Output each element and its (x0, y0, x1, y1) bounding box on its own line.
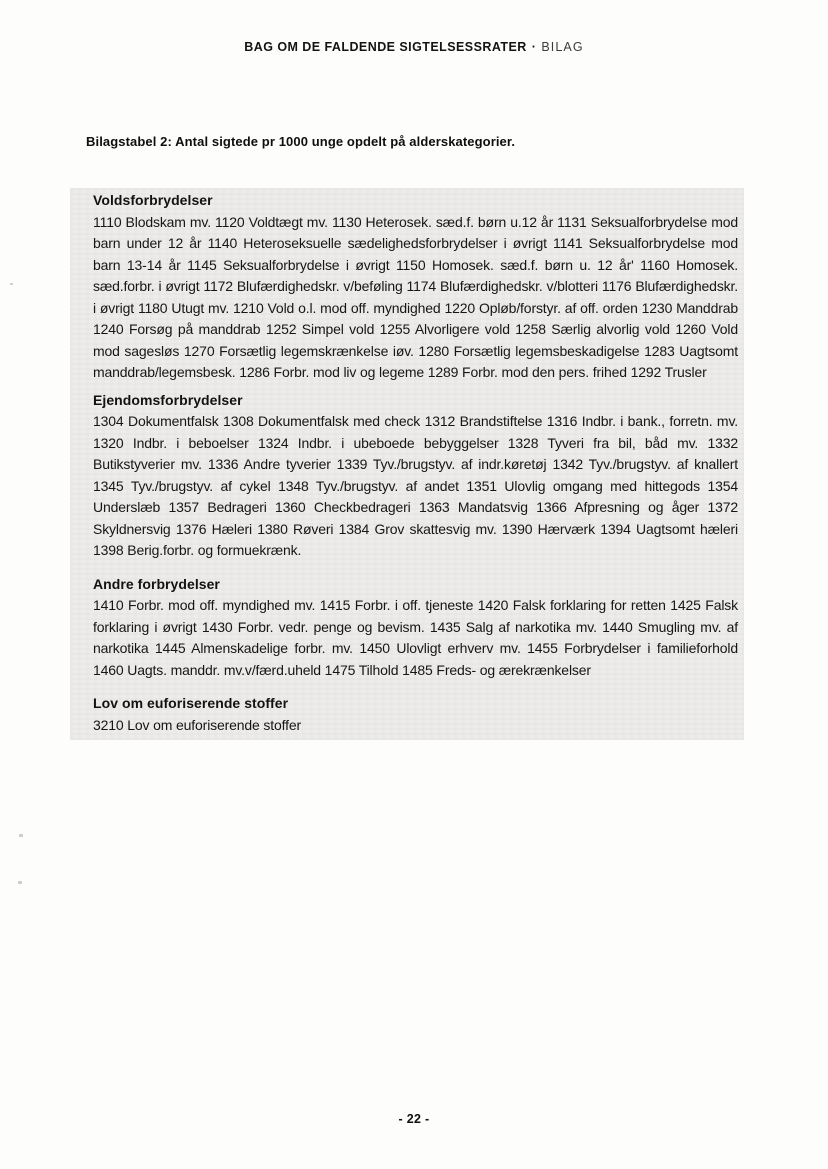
header-suffix: BILAG (541, 40, 584, 54)
section-andre-forbrydelser (93, 574, 738, 682)
running-header (0, 40, 828, 54)
section-voldsforbrydelser (93, 190, 738, 384)
section-heading: Andre forbrydelser (93, 575, 220, 592)
header-separator-dot: · (531, 40, 537, 54)
section-heading: Voldsforbrydelser (93, 192, 213, 208)
table-caption: Bilagstabel 2: Antal sigtede pr 1000 unge opdelt på alderskategorier. (86, 134, 516, 149)
section-body: 1410 Forbr. mod off. myndighed mv. 1415 Forbr. i off. tjeneste 1420 Falsk forklaring for retten 1425 Falsk forklaring i øvrigt 1430 Forbr. vedr. penge og bevism. 1435 Salg af narkotika mv. 1440 Smugling mv. af narkotika 1445 Almenskadelige forbr. mv. 1450 Ulovligt erhverv mv. 1455 Forbrydelser i familieforhold 1460 Uagts. manddr. mv.v/færd.uheld 1475 Tilhold 1485 Freds- og ærekrænkelser (93, 597, 738, 678)
section-body: 1110 Blodskam mv. 1120 Voldtægt mv. 1130 Heterosek. sæd.f. børn u.12 år 1131 Seksualforbrydelse mod barn under 12 år 1140 Heteroseksuelle sædelighedsforbrydelser i øvrigt 1141 Seksualforbrydelse mod barn 13-14 år 1145 Seksualforbrydelse i øvrigt 1150 Homosek. sæd.f. børn u. 12 år' 1160 Homosek. sæd.forbr. i øvrigt 1172 Blufærdighedskr. v/beføling 1174 Blufærdighedskr. v/blotteri 1176 Blufærdighedskr. i øvrigt 1180 Utugt mv. 1210 Vold o.l. mod off. myndighed 1220 Opløb/forstyr. af off. orden 1230 Manddrab 1240 Forsøg på manddrab 1252 Simpel vold 1255 Alvorligere vold 1258 Særlig alvorlig vold 1260 Vold mod sagesløs 1270 Forsætlig legemskrænkelse iøv. 1280 Forsætlig legemsbeskadigelse 1283 Uagtsomt manddrab/legemsbesk. 1286 Forbr. mod liv og legeme 1289 Forbr. mod den pers. frihed 1292 Trusler (93, 213, 738, 380)
section-body: 1304 Dokumentfalsk 1308 Dokumentfalsk med check 1312 Brandstiftelse 1316 Indbr. i bank., forretn. mv. 1320 Indbr. i beboelser 1324 Indbr. i ubeboede bebyggelser 1328 Tyveri fra bil, båd mv. 1332 Butikstyverier mv. 1336 Andre tyverier 1339 Tyv./brugstyv. af indr.køretøj 1342 Tyv./brugstyv. af knallert 1345 Tyv./brugstyv. af cykel 1348 Tyv./brugstyv. af andet 1351 Ulovlig omgang med hittegods 1354 Underslæb 1357 Bedrageri 1360 Checkbedrageri 1363 Mandatsvig 1366 Afpresning og åger 1372 Skyldnersvig 1376 Hæleri 1380 Røveri 1384 Grov skattesvig mv. 1390 Hærværk 1394 Uagtsomt hæleri 1398 Berig.forbr. og formuekrænk. (93, 413, 738, 558)
scan-speck (18, 881, 22, 884)
scan-speck (10, 283, 13, 285)
section-ejendomsforbrydelser (93, 390, 738, 562)
content-block (93, 190, 738, 736)
section-lov-om-euforiserende-stoffer (93, 693, 738, 736)
section-body: 3210 Lov om euforiserende stoffer (93, 716, 302, 733)
page-number: - 22 - (398, 1112, 430, 1126)
header-title: BAG OM DE FALDENDE SIGTELSESSRATER (244, 40, 527, 54)
section-heading: Ejendomsforbrydelser (93, 391, 243, 408)
scan-speck (19, 834, 23, 837)
section-heading: Lov om euforiserende stoffer (93, 695, 289, 711)
